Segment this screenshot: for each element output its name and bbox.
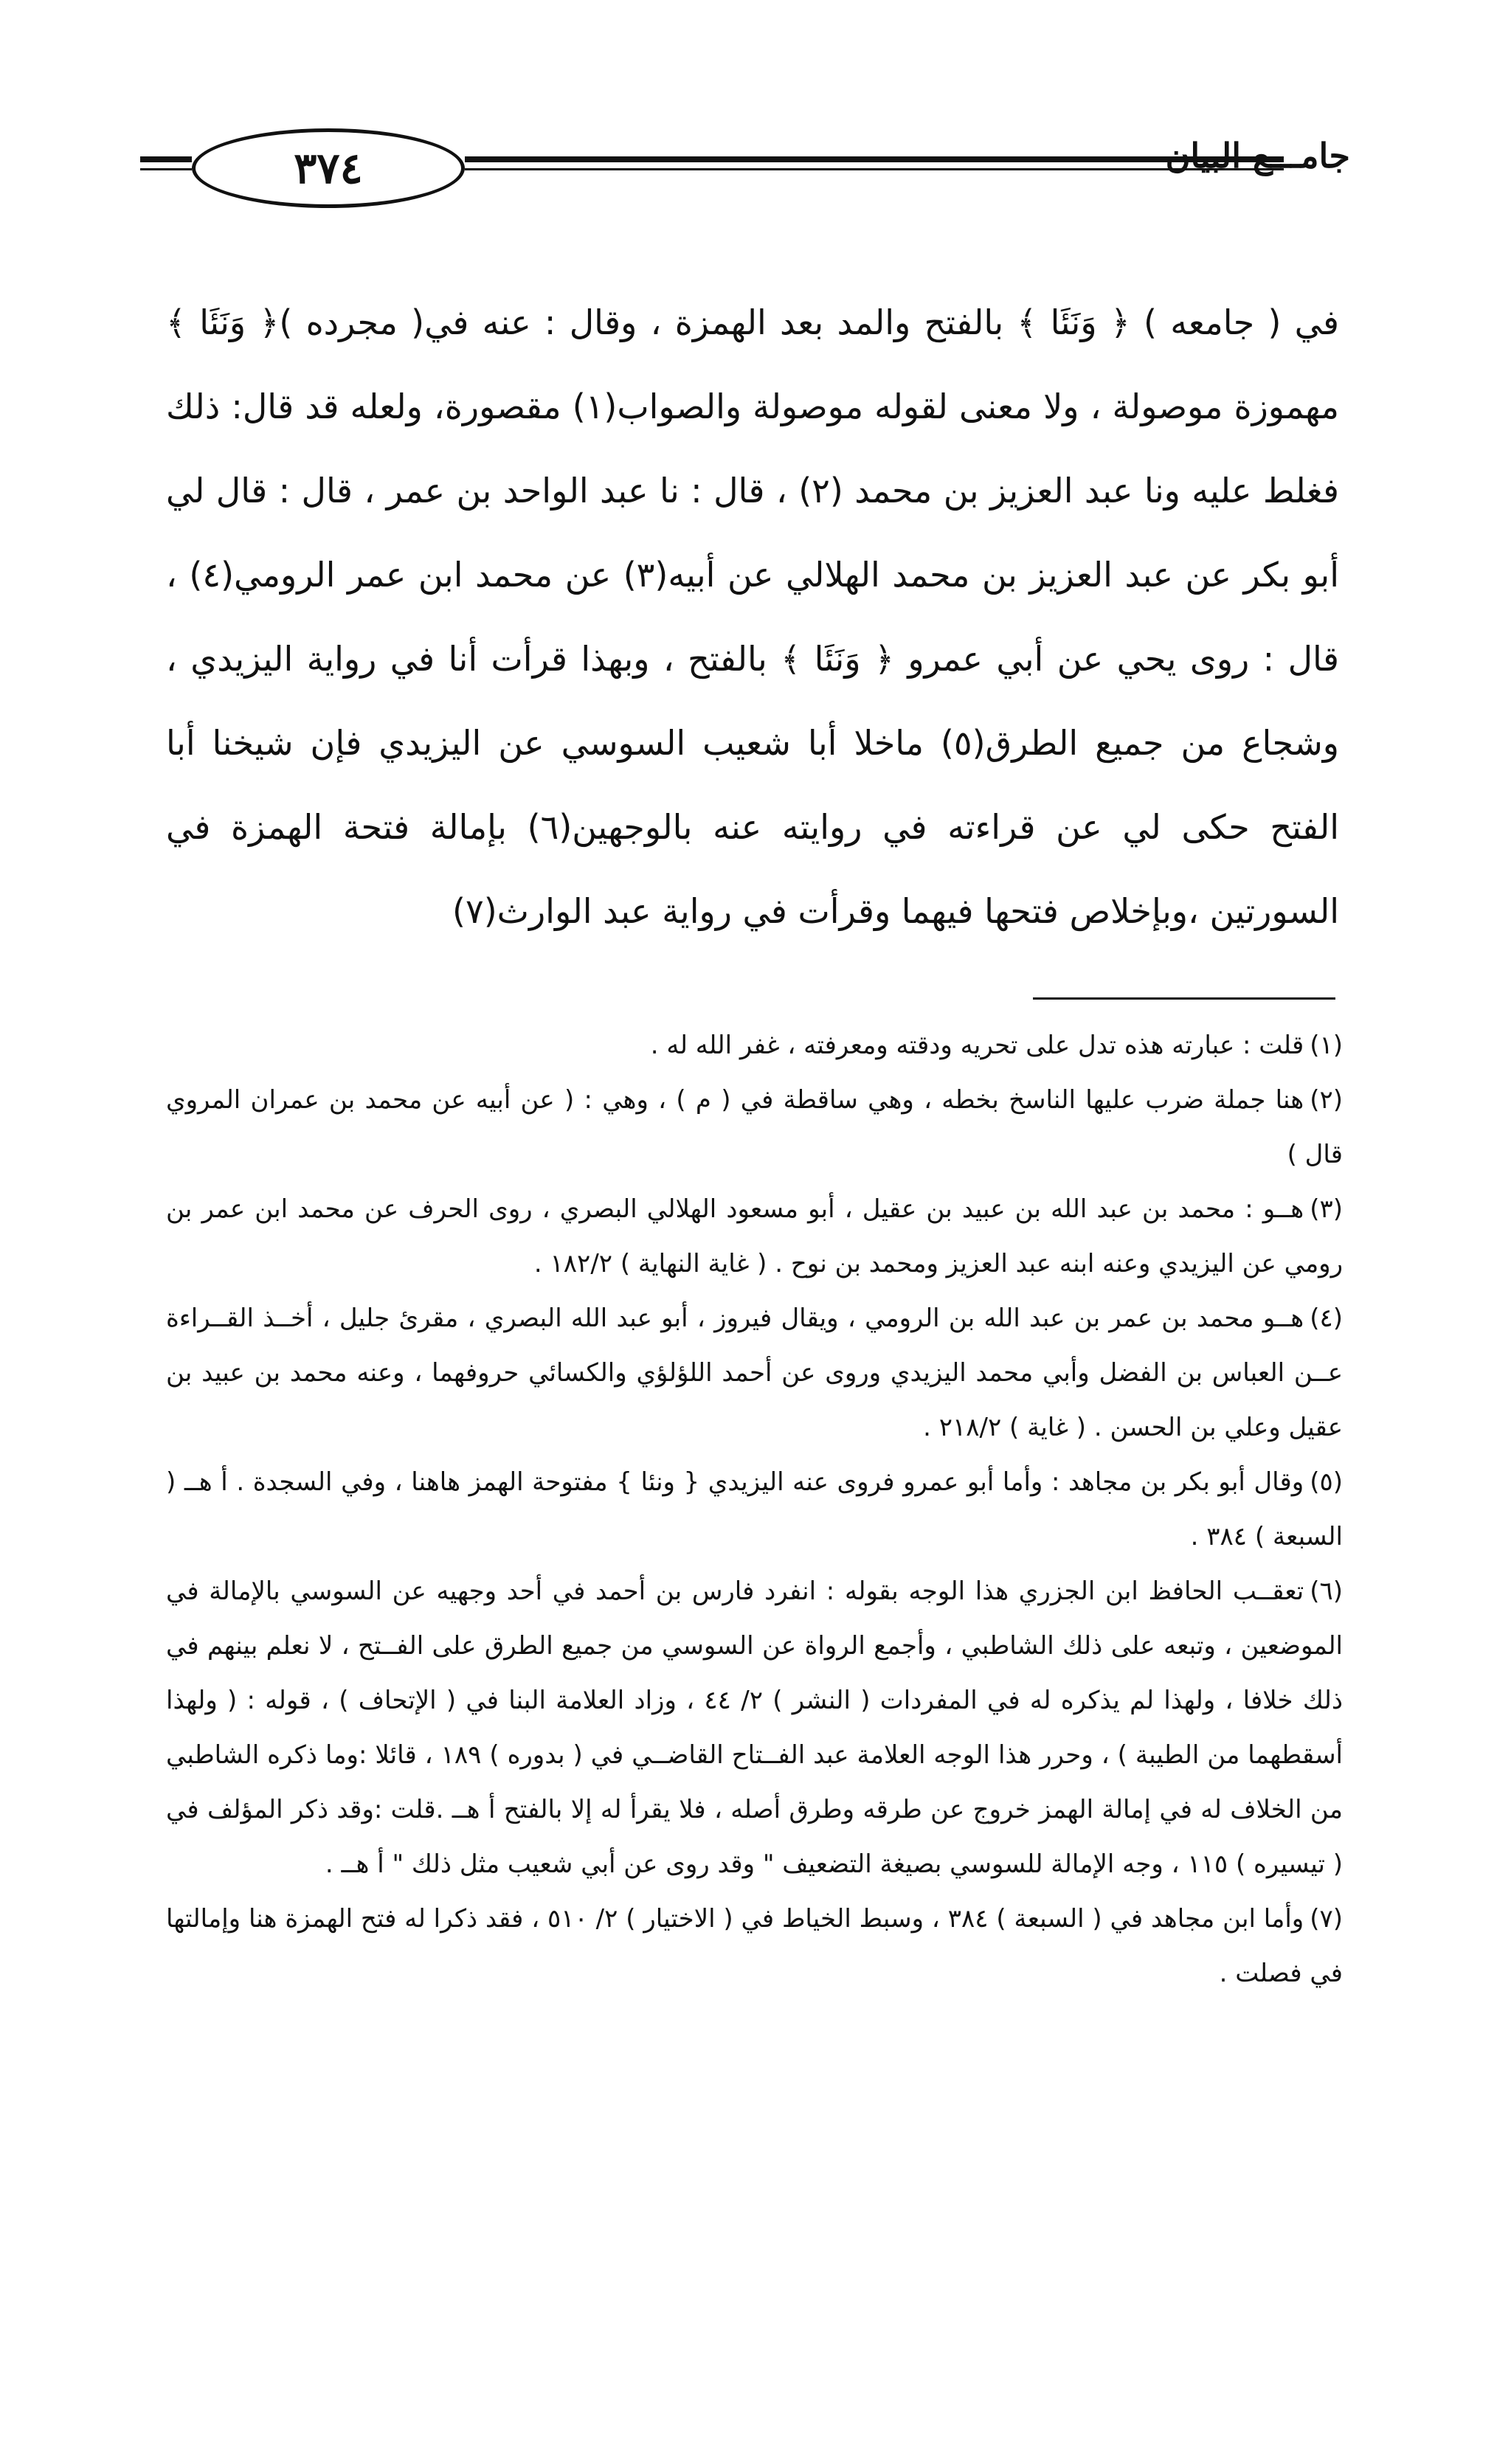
footnote-marker: (٧) bbox=[1310, 1904, 1343, 1934]
footnote-text: هــو : محمد بن عبد الله بن عبيد بن عقيل ، أبو مسعود الهلالي البصري ، روى الحرف عن محمد ابن عمر بن رومي عن اليزيدي وعنه ابنه عبد العزيز ومحمد بن نوح . ( غاية النهاية ) ١٨٢/٢ . bbox=[166, 1194, 1343, 1278]
header-rule bbox=[140, 168, 192, 170]
footnote-6 bbox=[166, 1564, 1343, 1892]
footnote-text: هنا جملة ضرب عليها الناسخ بخطه ، وهي ساقطة في ( م ) ، وهي : ( عن أبيه عن محمد بن عمران المروي قال ) bbox=[166, 1085, 1343, 1169]
footnote-separator bbox=[1033, 997, 1335, 1000]
running-title: جامـــع البيان bbox=[1165, 136, 1350, 176]
page-number: ٣٧٤ bbox=[192, 128, 465, 208]
footnote-5 bbox=[166, 1455, 1343, 1564]
footnote-7 bbox=[166, 1892, 1343, 2001]
footnote-text: قلت : عبارته هذه تدل على تحريه ودقته ومعرفته ، غفر الله له . bbox=[650, 1031, 1304, 1060]
footnote-marker: (٤) bbox=[1310, 1304, 1343, 1333]
footnote-text: وأما ابن مجاهد في ( السبعة ) ٣٨٤ ، وسبط الخياط في ( الاختيار ) ٢/ ٥١٠ ، فقد ذكرا له فتح الهمزة هنا وإمالتها في فصلت . bbox=[166, 1904, 1343, 1988]
footnote-marker: (٦) bbox=[1310, 1577, 1343, 1606]
header-rule bbox=[465, 156, 1284, 162]
header-rule bbox=[140, 156, 192, 162]
footnote-2 bbox=[166, 1073, 1343, 1182]
page-header bbox=[140, 125, 1350, 214]
footnote-marker: (٥) bbox=[1310, 1467, 1343, 1497]
footnote-3 bbox=[166, 1182, 1343, 1291]
main-paragraph: في ( جامعه ) ﴿ وَنَئَا ﴾ بالفتح والمد بعد الهمزة ، وقال : عنه في( مجرده )﴿ وَنَئَا ﴾ مهموزة موصولة ، ولا معنى لقوله موصولة والصواب(١) مقصورة، ولعله قد قال: ذلك فغلط عليه ونا عبد العزيز بن محمد (٢) ، قال : نا عبد الواحد بن عمر ، قال : قال لي أبو بكر عن عبد العزيز بن محمد الهلالي عن أبيه(٣) عن محمد ابن عمر الرومي(٤) ، قال : روى يحي عن أبي عمرو ﴿ وَنَئَا ﴾ بالفتح ، وبهذا قرأت أنا في رواية اليزيدي ، وشجاع من جميع الطرق(٥) ماخلا أبا شعيب السوسي عن اليزيدي فإن شيخنا أبا الفتح حكى لي عن قراءته في روايته عنه بالوجهين(٦) بإمالة فتحة الهمزة في السورتين ،وبإخلاص فتحها فيهما وقرأت في رواية عبد الوارث(٧) bbox=[166, 302, 1340, 931]
footnote-marker: (١) bbox=[1310, 1031, 1343, 1060]
footnote-marker: (٣) bbox=[1310, 1194, 1343, 1224]
footnote-4 bbox=[166, 1291, 1343, 1455]
footnotes-list bbox=[166, 1018, 1343, 2001]
footnote-text: تعقــب الحافظ ابن الجزري هذا الوجه بقوله : انفرد فارس بن أحمد في أحد وجهيه عن السوسي بالإمالة في الموضعين ، وتبعه على ذلك الشاطبي ، وأجمع الرواة عن السوسي من جميع الطرق على الفــتح ، لا نعلم بينهم في ذلك خلافا ، ولهذا لم يذكره له في المفردات ( النشر ) ٢/ ٤٤ ، وزاد العلامة البنا في ( الإتحاف ) ، قوله : ( ولهذا أسقطهما من الطيبة ) ، وحرر هذا الوجه العلامة عبد الفــتاح القاضــي في ( بدوره ) ١٨٩ ، قائلا :وما ذكره الشاطبي من الخلاف له في إمالة الهمز خروج عن طرقه وطرق أصله ، فلا يقرأ له إلا بالفتح أ هــ .قلت :وقد ذكر المؤلف في ( تيسيره ) ١١٥ ، وجه الإمالة للسوسي بصيغة التضعيف " وقد روى عن أبي شعيب مثل ذلك " أ هــ . bbox=[166, 1577, 1344, 1879]
footnote-1 bbox=[166, 1018, 1343, 1073]
header-rule bbox=[465, 168, 1284, 170]
footnote-text: هــو محمد بن عمر بن عبد الله بن الرومي ، ويقال فيروز ، أبو عبد الله البصري ، مقرئ جليل ، أخــذ القــراءة عــن العباس بن الفضل وأبي محمد اليزيدي وروى عن أحمد اللؤلؤي والكسائي حروفهما ، وعنه محمد بن عبيد بن عقيل وعلي بن الحسن . ( غاية ) ٢١٨/٢ . bbox=[166, 1304, 1343, 1442]
footnote-marker: (٢) bbox=[1310, 1085, 1343, 1115]
footnote-text: وقال أبو بكر بن مجاهد : وأما أبو عمرو فروى عنه اليزيدي { ونئا } مفتوحة الهمز هاهنا ، وفي السجدة . أ هــ ( السبعة ) ٣٨٤ . bbox=[166, 1467, 1343, 1551]
